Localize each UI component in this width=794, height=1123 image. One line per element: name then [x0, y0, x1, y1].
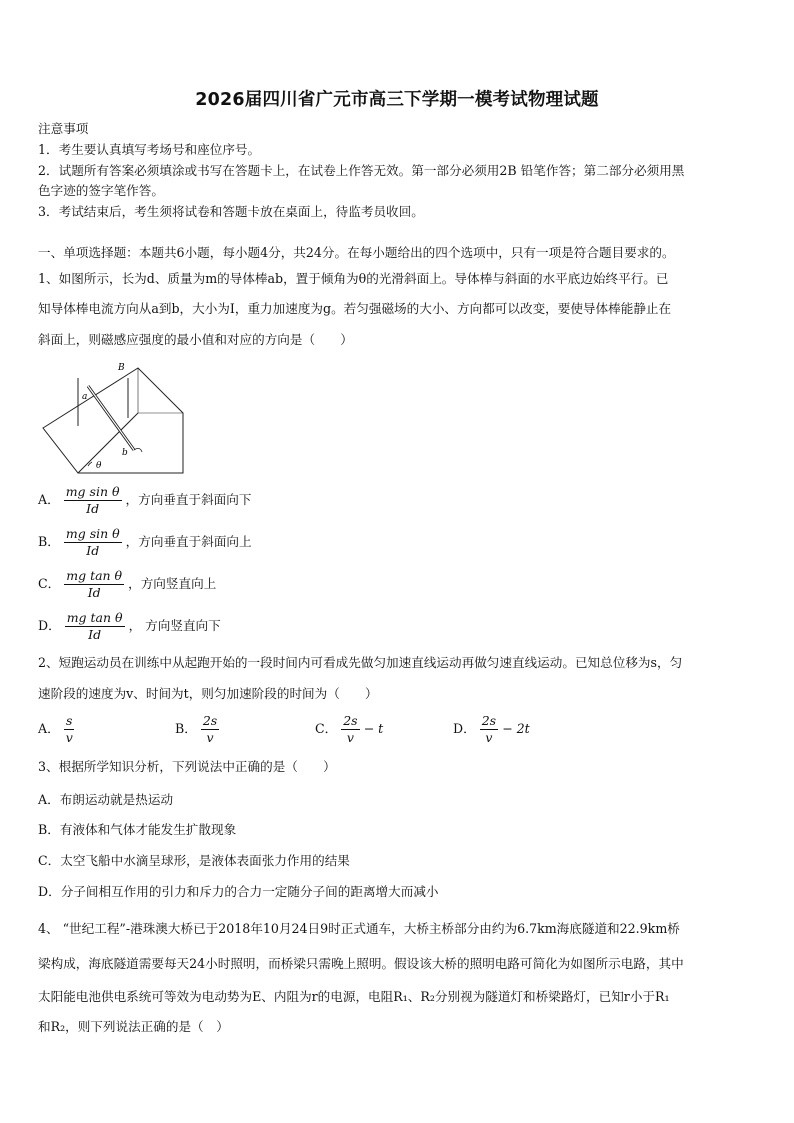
figure-label-B: B: [118, 363, 125, 373]
q2-stem-line: 速阶段的速度为v、时间为t，则匀加速阶段的时间为（ ）: [38, 686, 378, 701]
option-label: B．: [38, 534, 60, 549]
notice-item: 1．考生要认真填写考场号和座位序号。: [38, 142, 261, 157]
q4-stem-line: 梁构成，海底隧道需要每天24小时照明，而桥梁只需晚上照明。假设该大桥的照明电路可简化为如图所示电路，其中: [38, 956, 684, 971]
q1-option-b: [38, 526, 252, 559]
fraction: $\frac{\text{mg sin θ}}{Id}$: [65, 526, 120, 558]
q3-option: A．布朗运动就是热运动: [38, 792, 174, 807]
option-text: ，方向垂直于斜面向下: [125, 492, 252, 507]
fraction: $\frac{2s}{v}$: [202, 713, 218, 745]
q4-stem-line: 4、 “世纪工程”-港珠澳大桥已于2018年10月24日9时正式通车，大桥主桥部分由约为6.7km海底隧道和22.9km桥: [38, 921, 680, 936]
section-heading: 一、单项选择题：本题共6小题，每小题4分，共24分。在每小题给出的四个选项中，只有一项是符合题目要求的。: [38, 245, 675, 260]
fraction: $\frac{2s}{v}$: [343, 713, 358, 745]
q1-option-a: [38, 484, 251, 517]
q4-stem-line: 和R₂，则下列说法正确的是（ ）: [38, 1019, 229, 1034]
q1-stem-line: 斜面上，则磁感应强度的最小值和对应的方向是（ ）: [38, 332, 353, 347]
figure-label-theta: θ: [96, 461, 102, 471]
q2-stem-line: 2、短跑运动员在训练中从起跑开始的一段时间内可看成先做匀加速直线运动再做匀速直线运动。已知总位移为s，匀: [38, 655, 683, 670]
notice-item: 2．试题所有答案必须填涂或书写在答题卡上，在试卷上作答无效。第一部分必须用2B 铅笔作答；第二部分必须用黑: [38, 163, 685, 178]
fraction: $\frac{s}{v}$: [65, 713, 73, 745]
option-label: A．: [38, 492, 60, 507]
notice-item: 3．考试结束后，考生须将试卷和答题卡放在桌面上，待监考员收回。: [38, 204, 424, 219]
incline-figure: [38, 358, 188, 478]
figure-label-a: a: [82, 392, 88, 402]
q3-stem: 3、根据所学知识分析，下列说法中正确的是（ ）: [38, 759, 336, 774]
option-label: D．: [38, 618, 61, 633]
figure-label-b: b: [122, 448, 128, 458]
fraction: $\frac{2s}{v}$: [481, 713, 497, 745]
q4-stem-line: 太阳能电池供电系统可等效为电动势为E、内阻为r的电源，电阻R₁、R₂分别视为隧道灯和桥梁路灯，已知r小于R₁: [38, 989, 670, 1004]
option-text: ，方向竖直向上: [128, 576, 217, 591]
q2-option-b: B． $\frac{2s}{v}$: [175, 713, 218, 745]
fraction: $\frac{\text{mg tan θ}}{Id}$: [66, 568, 123, 600]
q1-stem-line: 1、如图所示，长为d、质量为m的导体棒ab，置于倾角为θ的光滑斜面上。导体棒与斜面的水平底边始终平行。已: [38, 271, 669, 286]
option-label: C．: [38, 576, 61, 591]
q2-option-d: D． $\frac{2s}{v}$ − 2t: [453, 713, 530, 745]
q2-option-c: C． $\frac{2s}{v}$ − t: [315, 713, 384, 745]
q3-option: C．太空飞船中水滴呈球形，是液体表面张力作用的结果: [38, 853, 350, 868]
notice-heading: 注意事项: [38, 121, 89, 136]
q1-option-d: [38, 610, 221, 643]
page-title: 2026届四川省广元市高三下学期一模考试物理试题: [195, 90, 599, 110]
option-text: ， 方向竖直向下: [128, 618, 221, 633]
q3-option: D．分子间相互作用的引力和斥力的合力一定随分子间的距离增大而减小: [38, 884, 439, 899]
fraction: $\frac{\text{mg tan θ}}{Id}$: [66, 610, 123, 642]
notice-item: 色字迹的签字笔作答。: [38, 183, 164, 198]
q3-option: B．有液体和气体才能发生扩散现象: [38, 822, 237, 837]
fraction: $\frac{\text{mg sin θ}}{Id}$: [65, 484, 120, 516]
q1-option-c: [38, 568, 216, 601]
option-text: ，方向垂直于斜面向上: [125, 534, 252, 549]
q1-stem-line: 知导体棒电流方向从a到b，大小为I，重力加速度为g。若匀强磁场的大小、方向都可以改变，要使导体棒能静止在: [38, 301, 672, 316]
q2-option-a: A． $\frac{s}{v}$: [38, 713, 73, 745]
